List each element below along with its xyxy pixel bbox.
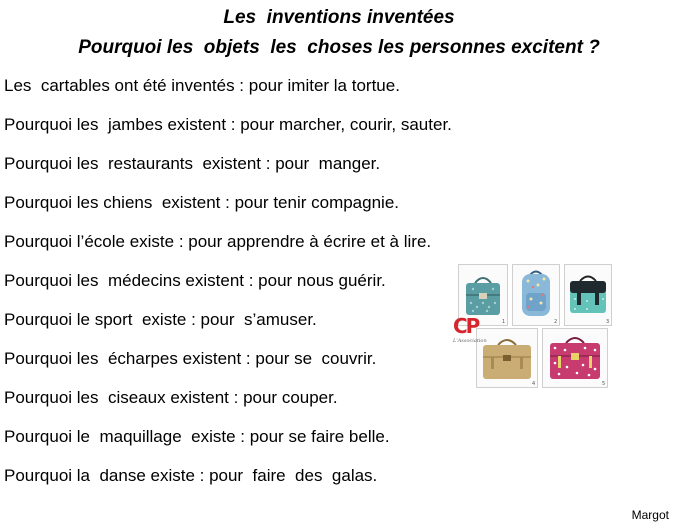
sentence-line: Pourquoi les jambes existent : pour marcher, courir, sauter. [4, 115, 452, 134]
cp-logo [452, 314, 487, 348]
bag-photo-3 [564, 264, 612, 326]
author-signature: Margot [631, 508, 669, 522]
item-number: 2 [554, 319, 558, 325]
sentence-list [4, 75, 452, 504]
sentence-line: Pourquoi l’école existe : pour apprendre à écrire et à lire. [4, 232, 432, 251]
cp-logo-text: CP [453, 314, 479, 338]
sentence-line: Pourquoi la danse existe : pour faire des galas. [4, 466, 378, 485]
document-title: Les inventions inventées [223, 7, 455, 28]
satchel-teal-black-icon [565, 265, 611, 325]
item-number: 4 [532, 381, 536, 387]
sentence-line: Pourquoi les ciseaux existent : pour couper. [4, 388, 338, 407]
sentence-line: Pourquoi le sport existe : pour s’amuser. [4, 310, 317, 329]
bag-photo-5 [542, 328, 608, 388]
sentence-line: Pourquoi les chiens existent : pour tenir compagnie. [4, 193, 400, 212]
item-number: 1 [502, 319, 506, 325]
bag-photo-4 [476, 328, 538, 388]
cp-logo-subtext: L'Association [453, 338, 487, 344]
sentence-line: Pourquoi les écharpes existent : pour se couvrir. [4, 349, 377, 368]
item-number: 5 [602, 381, 606, 387]
sentence-line: Pourquoi les restaurants existent : pour manger. [4, 154, 381, 173]
document-subtitle: Pourquoi les objets les choses les personnes excitent ? [78, 37, 600, 58]
sentence-line: Pourquoi le maquillage existe : pour se faire belle. [4, 427, 390, 446]
sentence-line: Les cartables ont été inventés : pour imiter la tortue. [4, 76, 400, 95]
item-number: 3 [606, 319, 610, 325]
satchel-pink-icon [543, 329, 607, 387]
sentence-line: Pourquoi les médecins existent : pour nous guérir. [4, 271, 386, 290]
backpack-blue-icon [513, 265, 559, 325]
bag-photo-2 [512, 264, 560, 326]
